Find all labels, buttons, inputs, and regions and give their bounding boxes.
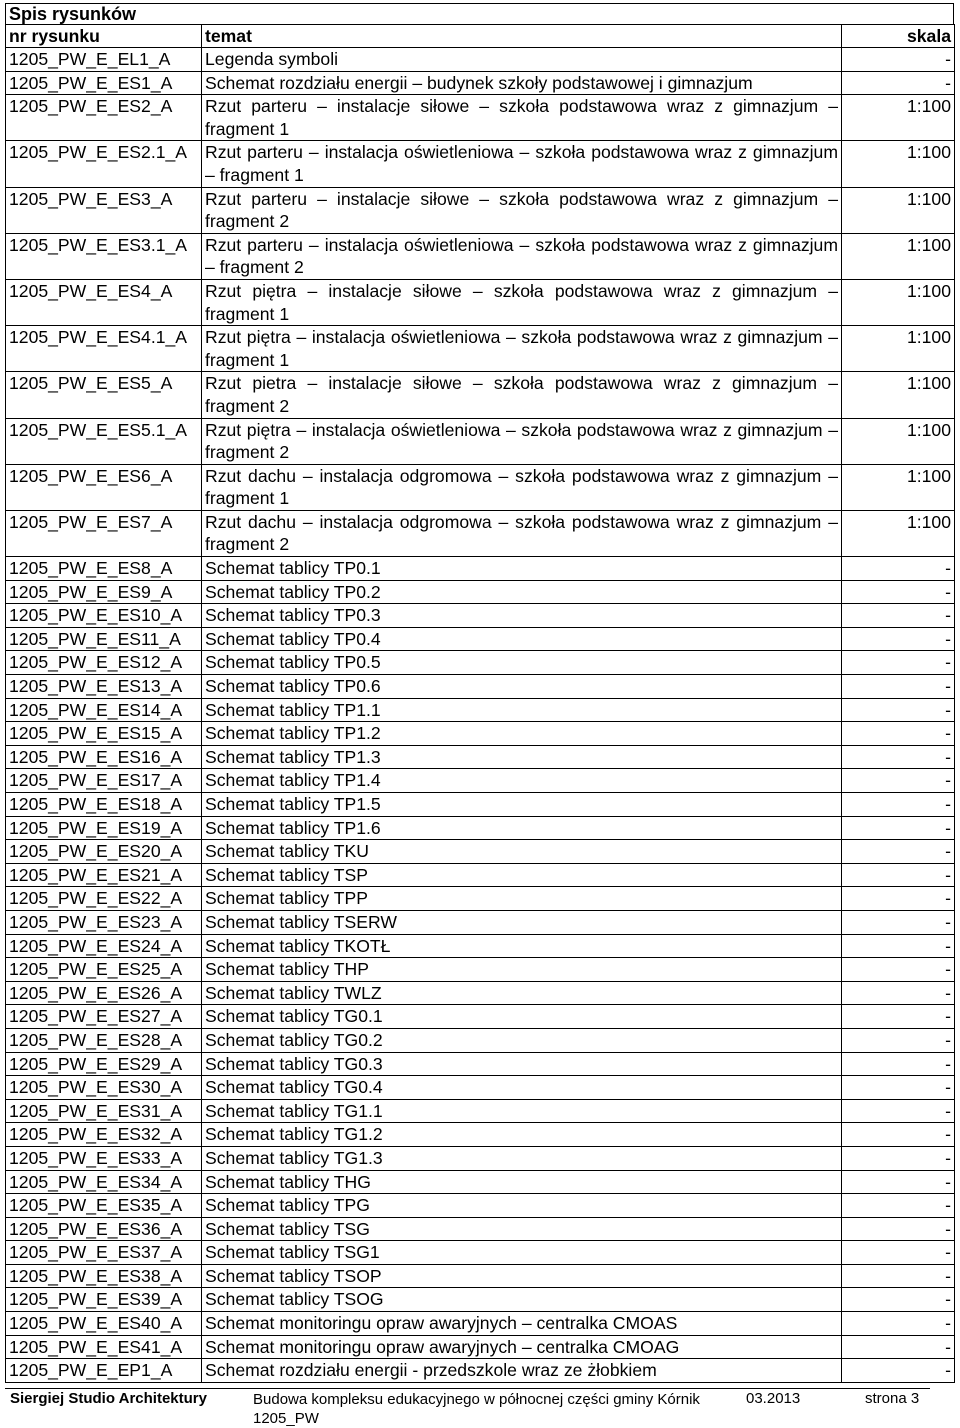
page-footer [5,1388,954,1427]
table-header-row [6,25,955,48]
drawing-topic-cell: Schemat tablicy TKOTŁ [202,934,842,958]
drawing-number-cell: 1205_PW_E_ES26_A [6,981,202,1005]
drawing-topic-cell: Schemat tablicy TSOP [202,1264,842,1288]
table-row [6,418,955,464]
table-row [6,675,955,699]
drawing-topic-cell: Schemat tablicy TG0.3 [202,1052,842,1076]
drawing-number-cell: 1205_PW_E_ES11_A [6,627,202,651]
table-row [6,981,955,1005]
drawing-topic-cell: Schemat tablicy TSP [202,863,842,887]
footer-rule [5,1388,930,1389]
drawing-scale-cell: - [842,651,955,675]
footer-studio: Siergiej Studio Architektury [10,1390,207,1407]
drawing-topic-cell: Rzut parteru – instalacja oświetleniowa – szkoła podstawowa wraz z gimnazjum – fragment 1 [202,141,842,187]
table-row [6,910,955,934]
table-row [6,233,955,279]
table-row [6,863,955,887]
drawing-number-cell: 1205_PW_E_ES5.1_A [6,418,202,464]
drawing-topic-cell: Schemat tablicy TP1.2 [202,722,842,746]
drawing-topic-cell: Rzut piętra – instalacja oświetleniowa – szkoła podstawowa wraz z gimnazjum – fragment 1 [202,326,842,372]
table-row [6,1264,955,1288]
drawing-scale-cell: - [842,1146,955,1170]
table-row [6,1312,955,1336]
drawing-number-cell: 1205_PW_E_ES33_A [6,1146,202,1170]
drawing-topic-cell: Schemat tablicy TG0.4 [202,1076,842,1100]
drawing-topic-cell: Schemat tablicy TP0.3 [202,604,842,628]
table-row [6,722,955,746]
drawing-topic-cell: Rzut parteru – instalacje siłowe – szkoła podstawowa wraz z gimnazjum – fragment 1 [202,95,842,141]
table-body [6,48,955,1383]
drawing-number-cell: 1205_PW_E_EP1_A [6,1359,202,1383]
table-row [6,557,955,581]
drawing-number-cell: 1205_PW_E_ES16_A [6,745,202,769]
drawing-number-cell: 1205_PW_E_ES7_A [6,510,202,556]
table-row [6,745,955,769]
drawing-number-cell: 1205_PW_E_ES35_A [6,1194,202,1218]
drawing-number-cell: 1205_PW_E_ES13_A [6,675,202,699]
table-row [6,1288,955,1312]
drawing-scale-cell: - [842,71,955,95]
drawing-scale-cell: - [842,1099,955,1123]
drawing-scale-cell: 1:100 [842,464,955,510]
drawing-number-cell: 1205_PW_E_ES41_A [6,1335,202,1359]
drawing-number-cell: 1205_PW_E_ES37_A [6,1241,202,1265]
table-row [6,1005,955,1029]
drawing-number-cell: 1205_PW_E_ES18_A [6,793,202,817]
drawing-scale-cell: - [842,1335,955,1359]
drawing-number-cell: 1205_PW_E_ES15_A [6,722,202,746]
drawing-topic-cell: Schemat tablicy TP0.2 [202,580,842,604]
drawing-topic-cell: Schemat tablicy THP [202,958,842,982]
table-row [6,95,955,141]
drawing-topic-cell: Schemat tablicy TSG [202,1217,842,1241]
drawing-scale-cell: - [842,816,955,840]
drawing-scale-cell: - [842,981,955,1005]
drawing-topic-cell: Rzut pietra – instalacje siłowe – szkoła podstawowa wraz z gimnazjum – fragment 2 [202,372,842,418]
column-header-scale: skala [842,25,955,48]
drawing-scale-cell: - [842,722,955,746]
drawing-topic-cell: Schemat monitoringu opraw awaryjnych – centralka CMOAG [202,1335,842,1359]
drawing-number-cell: 1205_PW_E_ES28_A [6,1028,202,1052]
table-row [6,1146,955,1170]
drawing-number-cell: 1205_PW_E_ES8_A [6,557,202,581]
footer-date: 03.2013 [746,1390,801,1407]
table-row [6,1241,955,1265]
drawing-topic-cell: Legenda symboli [202,48,842,72]
table-row [6,934,955,958]
drawing-scale-cell: 1:100 [842,279,955,325]
drawing-number-cell: 1205_PW_E_ES34_A [6,1170,202,1194]
drawing-number-cell: 1205_PW_E_ES9_A [6,580,202,604]
drawing-number-cell: 1205_PW_E_ES20_A [6,840,202,864]
drawing-scale-cell: 1:100 [842,326,955,372]
table-row [6,958,955,982]
drawing-topic-cell: Rzut parteru – instalacje siłowe – szkoła podstawowa wraz z gimnazjum – fragment 2 [202,187,842,233]
table-row [6,604,955,628]
drawing-number-cell: 1205_PW_E_ES12_A [6,651,202,675]
drawing-scale-cell: - [842,1123,955,1147]
table-row [6,793,955,817]
drawing-scale-cell: - [842,1288,955,1312]
drawing-scale-cell: 1:100 [842,187,955,233]
drawing-scale-cell: - [842,958,955,982]
drawing-scale-cell: - [842,910,955,934]
table-row [6,372,955,418]
drawing-scale-cell: 1:100 [842,372,955,418]
drawing-topic-cell: Rzut piętra – instalacje siłowe – szkoła podstawowa wraz z gimnazjum – fragment 1 [202,279,842,325]
drawing-scale-cell: - [842,1264,955,1288]
table-row [6,1217,955,1241]
drawing-number-cell: 1205_PW_E_ES3_A [6,187,202,233]
drawing-topic-cell: Schemat tablicy TG1.1 [202,1099,842,1123]
drawing-topic-cell: Schemat tablicy TSOG [202,1288,842,1312]
drawing-number-cell: 1205_PW_E_ES39_A [6,1288,202,1312]
table-row [6,1076,955,1100]
drawing-scale-cell: - [842,934,955,958]
column-header-topic: temat [202,25,842,48]
drawing-list-table [5,24,955,1383]
table-row [6,769,955,793]
drawing-scale-cell: - [842,627,955,651]
table-row [6,1194,955,1218]
table-row [6,1052,955,1076]
table-row [6,279,955,325]
drawing-number-cell: 1205_PW_E_ES21_A [6,863,202,887]
table-row [6,1099,955,1123]
table-row [6,71,955,95]
drawing-number-cell: 1205_PW_E_ES23_A [6,910,202,934]
drawing-number-cell: 1205_PW_E_ES36_A [6,1217,202,1241]
drawing-scale-cell: - [842,793,955,817]
drawing-topic-cell: Schemat tablicy TP1.1 [202,698,842,722]
drawing-number-cell: 1205_PW_E_ES32_A [6,1123,202,1147]
drawing-number-cell: 1205_PW_E_ES4_A [6,279,202,325]
drawing-number-cell: 1205_PW_E_ES5_A [6,372,202,418]
table-row [6,1123,955,1147]
drawing-topic-cell: Schemat tablicy TP1.6 [202,816,842,840]
drawing-topic-cell: Rzut dachu – instalacja odgromowa – szkoła podstawowa wraz z gimnazjum – fragment 2 [202,510,842,556]
drawing-scale-cell: - [842,557,955,581]
drawing-topic-cell: Schemat tablicy TP0.4 [202,627,842,651]
drawing-topic-cell: Schemat tablicy THG [202,1170,842,1194]
table-row [6,1028,955,1052]
drawing-number-cell: 1205_PW_E_ES29_A [6,1052,202,1076]
drawing-number-cell: 1205_PW_E_ES38_A [6,1264,202,1288]
drawing-list-page [5,3,954,1383]
drawing-number-cell: 1205_PW_E_ES25_A [6,958,202,982]
drawing-scale-cell: 1:100 [842,141,955,187]
drawing-scale-cell: - [842,1241,955,1265]
drawing-topic-cell: Schemat tablicy TP1.5 [202,793,842,817]
drawing-topic-cell: Schemat tablicy TG1.2 [202,1123,842,1147]
table-row [6,187,955,233]
page-title: Spis rysunków [5,3,954,24]
table-row [6,840,955,864]
drawing-topic-cell: Schemat tablicy TP0.1 [202,557,842,581]
drawing-scale-cell: - [842,769,955,793]
drawing-number-cell: 1205_PW_E_ES22_A [6,887,202,911]
drawing-topic-cell: Schemat tablicy TKU [202,840,842,864]
table-row [6,141,955,187]
drawing-number-cell: 1205_PW_E_ES14_A [6,698,202,722]
footer-page-number: strona 3 [865,1390,920,1407]
table-row [6,1359,955,1383]
drawing-number-cell: 1205_PW_E_ES1_A [6,71,202,95]
table-row [6,48,955,72]
drawing-topic-cell: Rzut parteru – instalacja oświetleniowa – szkoła podstawowa wraz z gimnazjum – fragment 2 [202,233,842,279]
drawing-scale-cell: - [842,745,955,769]
table-row [6,627,955,651]
drawing-topic-cell: Schemat monitoringu opraw awaryjnych – centralka CMOAS [202,1312,842,1336]
drawing-scale-cell: 1:100 [842,418,955,464]
drawing-scale-cell: - [842,1005,955,1029]
drawing-topic-cell: Schemat tablicy TP1.4 [202,769,842,793]
table-row [6,651,955,675]
drawing-topic-cell: Rzut dachu – instalacja odgromowa – szkoła podstawowa wraz z gimnazjum – fragment 1 [202,464,842,510]
drawing-scale-cell: - [842,1170,955,1194]
drawing-number-cell: 1205_PW_E_ES6_A [6,464,202,510]
drawing-topic-cell: Schemat tablicy TP1.3 [202,745,842,769]
drawing-topic-cell: Schemat tablicy TPG [202,1194,842,1218]
table-row [6,464,955,510]
drawing-topic-cell: Schemat tablicy TSERW [202,910,842,934]
drawing-topic-cell: Schemat tablicy TG0.1 [202,1005,842,1029]
column-header-number: nr rysunku [6,25,202,48]
drawing-number-cell: 1205_PW_E_ES24_A [6,934,202,958]
drawing-topic-cell: Schemat tablicy TWLZ [202,981,842,1005]
table-row [6,887,955,911]
drawing-topic-cell: Schemat rozdziału energii - przedszkole wraz ze żłobkiem [202,1359,842,1383]
table-row [6,580,955,604]
drawing-number-cell: 1205_PW_E_ES10_A [6,604,202,628]
drawing-number-cell: 1205_PW_E_ES2.1_A [6,141,202,187]
drawing-number-cell: 1205_PW_E_ES4.1_A [6,326,202,372]
drawing-number-cell: 1205_PW_E_ES40_A [6,1312,202,1336]
drawing-scale-cell: - [842,887,955,911]
drawing-scale-cell: - [842,675,955,699]
drawing-scale-cell: 1:100 [842,95,955,141]
drawing-topic-cell: Schemat tablicy TSG1 [202,1241,842,1265]
drawing-number-cell: 1205_PW_E_ES31_A [6,1099,202,1123]
drawing-scale-cell: - [842,1217,955,1241]
table-row [6,698,955,722]
drawing-scale-cell: - [842,1028,955,1052]
table-row [6,1170,955,1194]
drawing-topic-cell: Schemat tablicy TPP [202,887,842,911]
drawing-number-cell: 1205_PW_E_ES30_A [6,1076,202,1100]
drawing-scale-cell: - [842,698,955,722]
drawing-topic-cell: Rzut piętra – instalacja oświetleniowa – szkoła podstawowa wraz z gimnazjum – fragment 2 [202,418,842,464]
drawing-number-cell: 1205_PW_E_ES2_A [6,95,202,141]
drawing-scale-cell: - [842,604,955,628]
drawing-number-cell: 1205_PW_E_ES27_A [6,1005,202,1029]
drawing-number-cell: 1205_PW_E_ES17_A [6,769,202,793]
drawing-scale-cell: - [842,863,955,887]
table-row [6,816,955,840]
drawing-scale-cell: - [842,48,955,72]
drawing-scale-cell: - [842,840,955,864]
drawing-topic-cell: Schemat tablicy TG1.3 [202,1146,842,1170]
drawing-scale-cell: 1:100 [842,233,955,279]
table-row [6,326,955,372]
drawing-topic-cell: Schemat tablicy TP0.5 [202,651,842,675]
drawing-topic-cell: Schemat rozdziału energii – budynek szkoły podstawowej i gimnazjum [202,71,842,95]
footer-project: Budowa kompleksu edukacyjnego w północnej części gminy Kórnik 1205_PW [253,1391,700,1427]
drawing-scale-cell: 1:100 [842,510,955,556]
table-row [6,510,955,556]
drawing-scale-cell: - [842,1076,955,1100]
drawing-scale-cell: - [842,1312,955,1336]
drawing-scale-cell: - [842,1052,955,1076]
drawing-scale-cell: - [842,580,955,604]
drawing-number-cell: 1205_PW_E_ES19_A [6,816,202,840]
drawing-topic-cell: Schemat tablicy TG0.2 [202,1028,842,1052]
drawing-scale-cell: - [842,1194,955,1218]
drawing-number-cell: 1205_PW_E_EL1_A [6,48,202,72]
table-row [6,1335,955,1359]
drawing-topic-cell: Schemat tablicy TP0.6 [202,675,842,699]
drawing-scale-cell: - [842,1359,955,1383]
drawing-number-cell: 1205_PW_E_ES3.1_A [6,233,202,279]
